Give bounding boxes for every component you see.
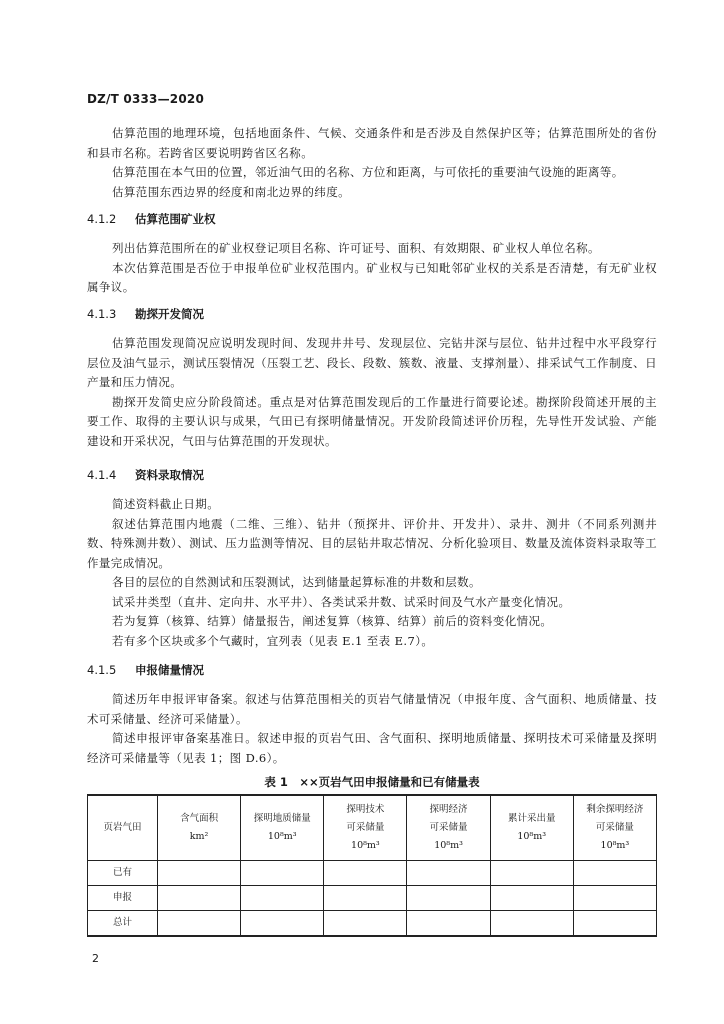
paragraph: 若有多个区块或多个气藏时，宜列表（见表 E.1 至表 E.7）。 <box>112 633 434 648</box>
header-cell: 页岩气田 <box>88 795 158 861</box>
header-cell: 含气面积 km² <box>158 795 241 861</box>
paragraph: 简述申报评审备案基准日。叙述申报的页岩气田、含气面积、探明地质储量、探明技术可采储量及探明经济可采储量等（见表 1；图 D.6）。 <box>87 731 657 765</box>
page-number: 2 <box>92 952 99 965</box>
table-cell <box>490 861 573 886</box>
row-label: 申报 <box>88 886 158 911</box>
row-label: 总计 <box>88 911 158 937</box>
section-title: 资料录取情况 <box>135 468 204 482</box>
table-cell <box>158 911 241 937</box>
section-4-1-2 <box>87 210 657 298</box>
header-cell: 探明地质储量 10⁸m³ <box>241 795 324 861</box>
section-heading <box>87 466 657 485</box>
section-heading <box>87 305 657 324</box>
table-cell <box>490 911 573 937</box>
table-cell <box>324 911 407 937</box>
table-header-row <box>88 795 657 861</box>
section-title: 申报储量情况 <box>135 663 204 677</box>
table-caption: 表 1 ××页岩气田申报储量和已有储量表 <box>264 775 480 789</box>
reserves-table <box>87 794 657 937</box>
paragraph: 估算范围东西边界的经度和南北边界的纬度。 <box>112 184 350 199</box>
section-number: 4.1.4 <box>87 468 117 482</box>
header-cell: 探明技术 可采储量 10⁸m³ <box>324 795 407 861</box>
section-geography <box>87 124 657 202</box>
paragraph: 估算范围发现简况应说明发现时间、发现井井号、发现层位、完钻井深与层位、钻井过程中水平段穿行层位及油气显示，测试压裂情况（压裂工艺、段长、段数、簇数、液量、支撑剂量）、排采试气工作制度、日产量和压力情况。 <box>87 336 657 389</box>
paragraph: 估算范围的地理环境，包括地面条件、气候、交通条件和是否涉及自然保护区等；估算范围所处的省份和县市名称。若跨省区要说明跨省区名称。 <box>87 126 657 160</box>
table-row <box>88 911 657 937</box>
section-number: 4.1.5 <box>87 663 117 677</box>
table-row <box>88 886 657 911</box>
table-cell <box>158 886 241 911</box>
section-heading <box>87 661 657 680</box>
header-cell: 剩余探明经济 可采储量 10⁸m³ <box>573 795 656 861</box>
section-number: 4.1.3 <box>87 307 117 321</box>
paragraph: 列出估算范围所在的矿业权登记项目名称、许可证号、面积、有效期限、矿业权人单位名称。 <box>112 241 600 255</box>
table-cell <box>573 886 656 911</box>
table-row <box>88 861 657 886</box>
paragraph: 勘探开发简史应分阶段简述。重点是对估算范围发现后的工作量进行简要论述。勘探阶段简述开展的主要工作、取得的主要认识与成果，气田已有探明储量情况。开发阶段简述评价历程，先导性开发试验、产能建设和开采状况，气田与估算范围的开发现状。 <box>87 394 657 448</box>
table-cell <box>407 886 490 911</box>
section-4-1-3 <box>87 305 657 451</box>
table-cell <box>573 911 656 937</box>
section-heading <box>87 210 657 229</box>
table-cell <box>407 911 490 937</box>
paragraph: 若为复算（核算、结算）储量报告，阐述复算（核算、结算）前后的资料变化情况。 <box>112 614 553 628</box>
table-cell <box>241 861 324 886</box>
section-title: 估算范围矿业权 <box>135 212 216 226</box>
table-cell <box>407 861 490 886</box>
standard-header: DZ/T 0333—2020 <box>87 92 205 106</box>
paragraph: 本次估算范围是否位于申报单位矿业权范围内。矿业权与已知毗邻矿业权的关系是否清楚，有无矿业权属争议。 <box>87 260 657 294</box>
section-4-1-5 <box>87 661 657 768</box>
paragraph: 试采井类型（直井、定向井、水平井）、各类试采井数、试采时间及气水产量变化情况。 <box>112 594 571 609</box>
table-cell <box>490 886 573 911</box>
table-cell <box>324 861 407 886</box>
section-title: 勘探开发简况 <box>135 307 204 321</box>
row-label: 已有 <box>88 861 158 886</box>
header-cell: 累计采出量 10⁸m³ <box>490 795 573 861</box>
table-cell <box>241 911 324 937</box>
table-cell <box>241 886 324 911</box>
paragraph: 简述历年申报评审备案。叙述与估算范围相关的页岩气储量情况（申报年度、含气面积、地质储量、技术可采储量、经济可采储量）。 <box>87 692 657 726</box>
header-cell: 探明经济 可采储量 10⁸m³ <box>407 795 490 861</box>
paragraph: 简述资料截止日期。 <box>112 497 220 511</box>
section-number: 4.1.2 <box>87 212 117 226</box>
paragraph: 叙述估算范围内地震（二维、三维）、钻井（预探井、评价井、开发井）、录井、测井（不同系列测井数、特殊测井数）、测试、压力监测等情况、目的层钻井取芯情况、分析化验项目、数量及流体资料录取等工作量完成情况。 <box>87 516 657 570</box>
paragraph: 各目的层位的自然测试和压裂测试，达到储量起算标准的井数和层数。 <box>112 575 481 589</box>
table-cell <box>573 861 656 886</box>
section-4-1-4 <box>87 466 657 651</box>
table-cell <box>158 861 241 886</box>
table-cell <box>324 886 407 911</box>
paragraph: 估算范围在本气田的位置，邻近油气田的名称、方位和距离，与可依托的重要油气设施的距离等。 <box>112 165 624 179</box>
